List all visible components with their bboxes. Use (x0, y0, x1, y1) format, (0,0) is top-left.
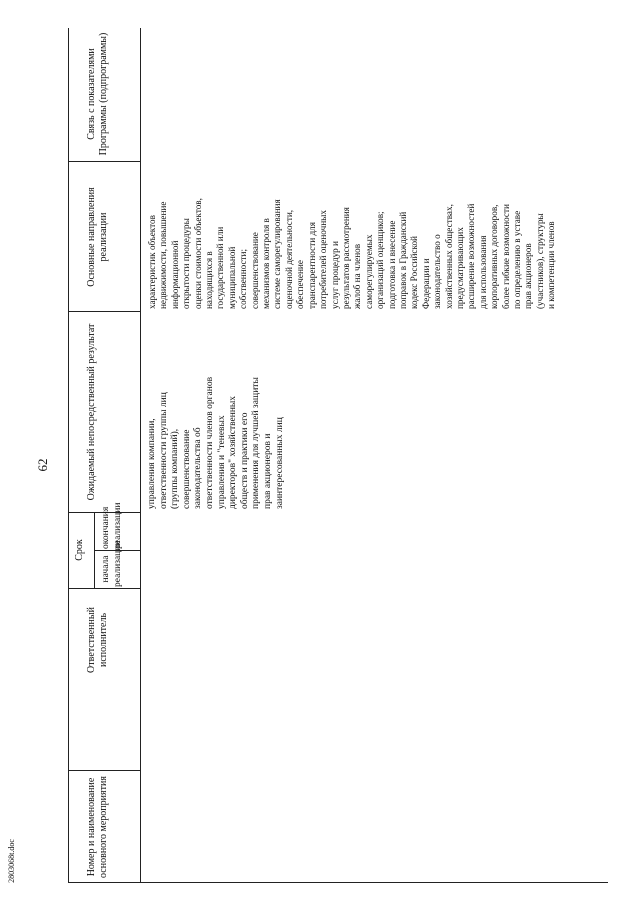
col-line-5 (68, 311, 140, 312)
main-directions-cell: характеристик объектов недвижимости, повышение информационной открытости процедуры оценки стоимости объектов, находящихся в государственной или муниципальной собственности; совершенствование механизмов контроля в системе саморегулирования оценочной деятельности, обеспечение транспарентности для потребителей оценочных услуг процедур и результатов рассмотрения жалоб на членов саморегулируемых организаций оценщиков; подготовка и внесение поправок в Гражданский кодекс Российской Федерации и законодательство о хозяйственных обществах, предусматривающих расширение возможностей для использования корпоративных договоров, более гибкие возможности по определению в уставе прав акционеров (участников), структуры и компетенции членов (147, 198, 557, 309)
header-srok-end: окончания реализации (101, 502, 123, 549)
header-main-directions: Основные направления реализации (86, 187, 109, 287)
page-number: 62 (35, 458, 50, 472)
header-program-link: Связь с показателями Программы (подпрограммы) (86, 32, 109, 156)
col-line-0 (68, 882, 608, 883)
table-top-border (68, 28, 69, 883)
header-number-name: Номер и наименование основного мероприятия (86, 776, 109, 878)
header-bottom-border (140, 28, 141, 883)
table (68, 28, 608, 883)
col-line-6 (68, 161, 140, 162)
header-expected-result: Ожидаемый непосредственный результат (86, 323, 97, 501)
header-srok-start: начала реализации (101, 540, 123, 587)
col-line-1 (68, 770, 140, 771)
col-line-2 (68, 588, 140, 589)
document-id: 2803068t.doc (7, 839, 16, 883)
header-responsible: Ответственный исполнитель (86, 607, 109, 673)
header-srok: Срок (74, 539, 85, 561)
expected-result-cell: управления компании, ответственности группы лиц (группы компаний), совершенствование законодательства об ответственности членов органов управления и "теневых директоров" хозяйственных обществ и практики его применения для лучшей защиты прав акционеров и заинтересованных лиц (147, 376, 285, 509)
rotated-table (68, 28, 608, 883)
